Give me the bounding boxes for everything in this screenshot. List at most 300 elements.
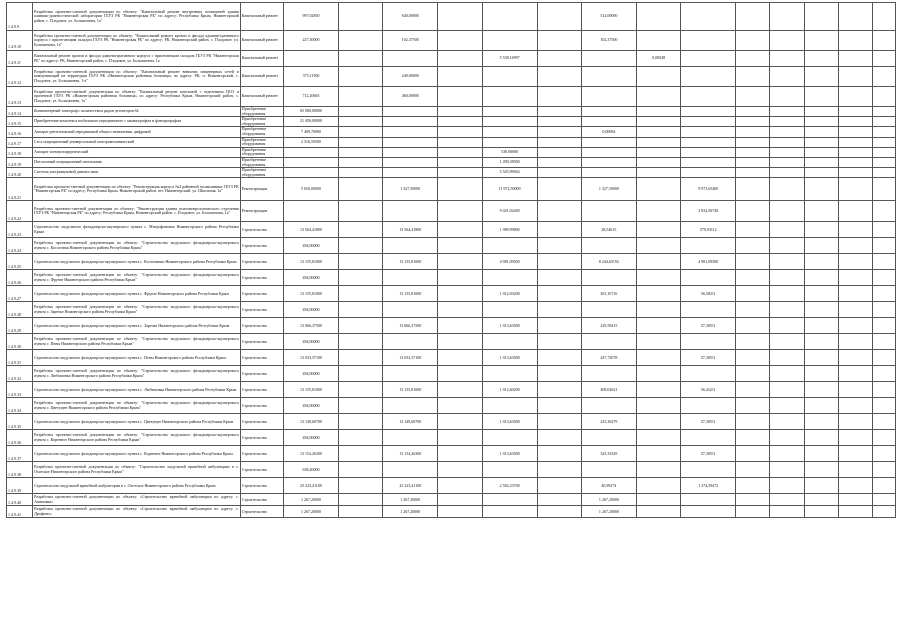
table-row <box>7 334 896 350</box>
table-row <box>7 107 896 117</box>
row-value-cell <box>581 67 636 87</box>
row-value-cell <box>804 478 838 494</box>
row-value-cell: 494,00000 <box>283 302 338 318</box>
row-value-cell <box>804 87 838 107</box>
row-type-cell: Капитальный ремонт <box>240 87 283 107</box>
row-value-cell <box>637 318 681 334</box>
row-value-cell: 57,30511 <box>681 318 736 334</box>
row-value-cell <box>804 430 838 446</box>
row-value-cell <box>383 127 438 137</box>
row-code-cell: 1.4.9.9 <box>7 3 33 31</box>
row-value-cell <box>804 51 838 67</box>
row-description-cell: Разработка проектно-сметной документации по объекту: "Капитальный ремонт котельной с отделением ЦСО и прачечной ГБУЗ РК «Нижнегорская районная больница» по адресу: Республика Крым, Нижнегорский район, с. Плодовое, ул. Большичева, 1а" <box>33 87 241 107</box>
row-value-cell <box>339 117 383 127</box>
row-empty-cell <box>872 127 895 137</box>
row-description-cell: Разработка проектно-сметной документации по объекту: "Строительство модульного фельдшерско-акушерского пункта с. Цветущее Нижнегорского района Республики Крым" <box>33 398 241 414</box>
row-description-cell: Строительство модульного фельдшерско-акушерского пункта с. Любимовка Нижнегорского района Республики Крым <box>33 382 241 398</box>
row-value-cell <box>804 446 838 462</box>
row-value-cell <box>736 462 770 478</box>
row-description-cell: Строительство модульного фельдшерско-акушерского пункта с. Коренное Нижнегорского района Республики Крым <box>33 446 241 462</box>
row-value-cell: 13 564,41800 <box>283 222 338 238</box>
table-row <box>7 494 896 506</box>
row-value-cell <box>438 137 482 147</box>
row-value-cell <box>537 222 581 238</box>
row-type-cell: Капитальный ремонт <box>240 3 283 31</box>
row-value-cell <box>339 494 383 506</box>
row-value-cell <box>283 201 338 222</box>
row-value-cell: 5 650,00000 <box>283 178 338 201</box>
row-value-cell: 56,58211 <box>681 286 736 302</box>
row-value-cell: 9 441,02400 <box>482 201 537 222</box>
row-type-cell: Строительство <box>240 302 283 318</box>
row-value-cell: 1 267,20000 <box>283 494 338 506</box>
row-value-cell <box>383 238 438 254</box>
row-value-cell: 1 013,63500 <box>482 446 537 462</box>
row-value-cell <box>770 147 804 157</box>
row-value-cell <box>770 414 804 430</box>
row-type-cell: Приобретение оборудования <box>240 157 283 167</box>
row-value-cell <box>736 334 770 350</box>
row-value-cell <box>637 117 681 127</box>
row-value-cell <box>770 318 804 334</box>
row-value-cell <box>383 366 438 382</box>
row-value-cell <box>339 382 383 398</box>
row-code-cell: 1.4.9.23 <box>7 222 33 238</box>
row-type-cell: Капитальный ремонт <box>240 31 283 51</box>
row-value-cell <box>736 201 770 222</box>
row-value-cell: 494,00000 <box>283 366 338 382</box>
row-value-cell <box>770 302 804 318</box>
row-type-cell: Приобретение оборудования <box>240 147 283 157</box>
row-value-cell <box>736 87 770 107</box>
row-code-cell: 1.4.9.15 <box>7 117 33 127</box>
row-value-cell <box>637 178 681 201</box>
row-value-cell: 13 033,37100 <box>283 350 338 366</box>
row-value-cell <box>339 178 383 201</box>
row-value-cell: 1 012,03200 <box>482 286 537 302</box>
row-empty-cell <box>872 302 895 318</box>
row-value-cell <box>438 286 482 302</box>
row-value-cell: 1 327,50000 <box>383 178 438 201</box>
row-value-cell <box>339 168 383 178</box>
row-value-cell <box>339 506 383 518</box>
row-value-cell <box>438 302 482 318</box>
table-row <box>7 270 896 286</box>
row-description-cell: Разработка проектно-сметной документации по объекту: "Строительство модульного фельдшерско-акушерского пункта с. Кослочная Нижнегорского района Республики Крым" <box>33 238 241 254</box>
row-description-cell: Строительство модульного фельдшерско-акушерского пункта с. Митрофановка Нижнегорского района Республики Крым <box>33 222 241 238</box>
row-value-cell: 57,30511 <box>681 350 736 366</box>
row-value-cell: 494,00000 <box>283 430 338 446</box>
row-value-cell <box>681 506 736 518</box>
row-value-cell <box>838 430 872 446</box>
row-value-cell <box>838 127 872 137</box>
row-value-cell <box>804 414 838 430</box>
row-value-cell <box>838 107 872 117</box>
row-value-cell <box>581 430 636 446</box>
row-value-cell <box>339 366 383 382</box>
row-value-cell <box>770 506 804 518</box>
table-row <box>7 286 896 302</box>
row-code-cell: 1.4.9.30 <box>7 334 33 350</box>
row-value-cell <box>537 3 581 31</box>
row-value-cell: 5 538,16997 <box>482 51 537 67</box>
row-value-cell <box>637 506 681 518</box>
row-value-cell <box>438 168 482 178</box>
row-description-cell: Разработка проектно-сметной документации по объекту: "Строительство модульного фельдшерско-акушерского пункта с. Любимовка Нижнегорского района Республики Крым" <box>33 366 241 382</box>
row-value-cell: 1 012,60200 <box>482 382 537 398</box>
row-value-cell <box>804 462 838 478</box>
row-empty-cell <box>872 462 895 478</box>
row-value-cell <box>804 398 838 414</box>
row-value-cell <box>637 382 681 398</box>
row-value-cell <box>770 222 804 238</box>
row-value-cell <box>637 67 681 87</box>
row-value-cell <box>838 494 872 506</box>
row-description-cell: Строительство модульного фельдшерско-акушерского пункта с. Заречье Нижнегорского района Республики Крым <box>33 318 241 334</box>
table-row <box>7 302 896 318</box>
row-value-cell <box>838 270 872 286</box>
row-value-cell: 25 223,41100 <box>383 478 438 494</box>
row-value-cell <box>438 127 482 137</box>
row-value-cell: 9 973,65400 <box>681 178 736 201</box>
table-row <box>7 127 896 137</box>
row-value-cell <box>804 127 838 137</box>
row-value-cell <box>438 222 482 238</box>
row-value-cell <box>438 117 482 127</box>
row-value-cell <box>681 107 736 117</box>
row-code-cell: 1.4.9.12 <box>7 67 33 87</box>
row-value-cell: 13 149,60700 <box>283 414 338 430</box>
row-value-cell <box>438 446 482 462</box>
row-type-cell: Строительство <box>240 382 283 398</box>
row-value-cell <box>637 478 681 494</box>
row-empty-cell <box>872 157 895 167</box>
row-value-cell: 2 316,59300 <box>283 137 338 147</box>
row-type-cell: Строительство <box>240 494 283 506</box>
row-value-cell <box>537 382 581 398</box>
row-value-cell <box>438 398 482 414</box>
row-code-cell: 1.4.9.14 <box>7 107 33 117</box>
row-value-cell: 494,00000 <box>283 334 338 350</box>
row-type-cell: Строительство <box>240 334 283 350</box>
row-value-cell <box>581 238 636 254</box>
row-value-cell <box>681 168 736 178</box>
row-code-cell: 1.4.9.20 <box>7 168 33 178</box>
row-value-cell <box>736 168 770 178</box>
row-value-cell: 56,43211 <box>681 382 736 398</box>
row-code-cell: 1.4.9.41 <box>7 506 33 518</box>
row-value-cell <box>736 31 770 51</box>
row-value-cell <box>736 302 770 318</box>
row-value-cell <box>838 238 872 254</box>
row-value-cell <box>581 157 636 167</box>
table-row <box>7 318 896 334</box>
row-value-cell <box>681 31 736 51</box>
row-value-cell <box>804 201 838 222</box>
row-value-cell <box>537 127 581 137</box>
row-type-cell: Реконструкция <box>240 201 283 222</box>
row-value-cell <box>383 157 438 167</box>
row-value-cell: 4 981,09500 <box>681 254 736 270</box>
table-row <box>7 67 896 87</box>
row-value-cell <box>838 254 872 270</box>
row-empty-cell <box>872 117 895 127</box>
row-value-cell: 102,37500 <box>383 31 438 51</box>
row-value-cell <box>804 254 838 270</box>
row-description-cell: Потолочный операционный светильник <box>33 157 241 167</box>
row-value-cell <box>482 137 537 147</box>
row-value-cell <box>838 168 872 178</box>
budget-table-sheet <box>6 2 896 518</box>
row-description-cell: Строительство модульного фельдшерско-акушерского пункта с. Цветущее Нижнегорского района Республики Крым <box>33 414 241 430</box>
row-value-cell <box>438 178 482 201</box>
row-code-cell: 1.4.9.31 <box>7 350 33 366</box>
row-value-cell <box>482 494 537 506</box>
row-value-cell <box>637 334 681 350</box>
table-row <box>7 398 896 414</box>
row-empty-cell <box>872 168 895 178</box>
row-value-cell <box>339 51 383 67</box>
row-value-cell <box>581 366 636 382</box>
row-code-cell: 1.4.9.13 <box>7 87 33 107</box>
row-value-cell <box>482 3 537 31</box>
row-value-cell: 13 154,26300 <box>383 446 438 462</box>
row-value-cell <box>838 478 872 494</box>
row-value-cell <box>581 137 636 147</box>
row-code-cell: 1.4.9.36 <box>7 430 33 446</box>
row-value-cell <box>804 302 838 318</box>
row-code-cell: 1.4.9.40 <box>7 494 33 506</box>
row-value-cell <box>537 67 581 87</box>
row-value-cell <box>804 366 838 382</box>
table-row <box>7 178 896 201</box>
row-code-cell: 1.4.9.10 <box>7 31 33 51</box>
row-empty-cell <box>872 147 895 157</box>
row-type-cell: Строительство <box>240 286 283 302</box>
row-value-cell <box>438 366 482 382</box>
row-value-cell <box>283 168 338 178</box>
row-value-cell <box>482 87 537 107</box>
row-value-cell: 325,33329 <box>581 446 636 462</box>
row-value-cell <box>804 67 838 87</box>
row-value-cell <box>537 286 581 302</box>
row-description-cell: Приобретение комплекса мобильного передвижного с маммографом и флюорографом <box>33 117 241 127</box>
row-value-cell <box>681 494 736 506</box>
row-empty-cell <box>872 350 895 366</box>
row-value-cell: 1 490,38500 <box>482 157 537 167</box>
row-value-cell <box>339 318 383 334</box>
row-value-cell <box>637 3 681 31</box>
row-value-cell <box>339 398 383 414</box>
row-value-cell <box>681 302 736 318</box>
row-value-cell: 57,30511 <box>681 414 736 430</box>
row-empty-cell <box>872 334 895 350</box>
table-row <box>7 31 896 51</box>
row-value-cell: 21 450,00000 <box>283 117 338 127</box>
row-empty-cell <box>872 494 895 506</box>
table-body <box>7 3 896 518</box>
row-empty-cell <box>872 270 895 286</box>
row-value-cell <box>681 157 736 167</box>
row-value-cell: 13 154,26300 <box>283 446 338 462</box>
row-type-cell: Капитальный ремонт <box>240 67 283 87</box>
row-value-cell <box>637 87 681 107</box>
row-value-cell <box>637 270 681 286</box>
row-value-cell: 13 155,81000 <box>283 254 338 270</box>
row-value-cell <box>537 201 581 222</box>
row-value-cell <box>736 3 770 31</box>
row-value-cell <box>637 302 681 318</box>
row-value-cell <box>736 494 770 506</box>
row-value-cell <box>537 51 581 67</box>
row-value-cell: 13 155,81000 <box>383 254 438 270</box>
row-value-cell: 512,00000 <box>581 3 636 31</box>
row-value-cell <box>838 318 872 334</box>
row-value-cell <box>838 366 872 382</box>
row-value-cell <box>838 462 872 478</box>
row-value-cell <box>581 270 636 286</box>
row-value-cell <box>637 222 681 238</box>
row-value-cell <box>838 157 872 167</box>
row-value-cell <box>339 286 383 302</box>
row-value-cell <box>438 147 482 157</box>
row-value-cell <box>537 430 581 446</box>
row-description-cell: Аппарат рентгеновский передвижной общего назначения, цифровой <box>33 127 241 137</box>
row-empty-cell <box>872 382 895 398</box>
row-value-cell <box>537 462 581 478</box>
row-value-cell <box>770 366 804 382</box>
row-value-cell <box>736 382 770 398</box>
row-value-cell <box>438 334 482 350</box>
row-value-cell <box>736 157 770 167</box>
row-value-cell <box>838 31 872 51</box>
row-type-cell: Приобретение оборудования <box>240 117 283 127</box>
row-value-cell <box>581 87 636 107</box>
row-value-cell: 28,54615 <box>581 222 636 238</box>
row-value-cell <box>339 478 383 494</box>
row-value-cell: 301,10716 <box>581 286 636 302</box>
row-type-cell: Строительство <box>240 254 283 270</box>
row-value-cell <box>736 127 770 137</box>
row-value-cell <box>581 117 636 127</box>
row-value-cell <box>383 137 438 147</box>
row-value-cell <box>736 286 770 302</box>
row-description-cell: Строительство модульной врачебной амбулатории в с. Охотское Нижнегорского района Республики Крым <box>33 478 241 494</box>
row-value-cell <box>804 147 838 157</box>
row-value-cell <box>770 238 804 254</box>
row-value-cell <box>838 398 872 414</box>
row-description-cell: Разработка проектно-сметной документации по объекту: "Капитальный ремонт внешних инженерных сетей и коммуникаций на территории ГБУЗ РК «Нижнегорская районная больница» по адресу: РК, п. Нижнегорский, с. Плодовое, ул. Большичева, 1-а" <box>33 67 241 87</box>
row-value-cell <box>637 238 681 254</box>
row-value-cell <box>339 3 383 31</box>
table-row <box>7 414 896 430</box>
row-empty-cell <box>872 254 895 270</box>
row-value-cell <box>838 382 872 398</box>
row-value-cell <box>838 87 872 107</box>
row-type-cell: Приобретение оборудования <box>240 127 283 137</box>
row-value-cell <box>383 107 438 117</box>
row-value-cell <box>537 107 581 117</box>
row-value-cell <box>339 137 383 147</box>
row-value-cell <box>804 286 838 302</box>
row-value-cell <box>339 446 383 462</box>
table-row <box>7 117 896 127</box>
row-value-cell <box>770 398 804 414</box>
row-type-cell: Строительство <box>240 506 283 518</box>
row-value-cell <box>438 238 482 254</box>
row-value-cell <box>838 67 872 87</box>
row-value-cell <box>537 302 581 318</box>
row-value-cell <box>681 398 736 414</box>
row-value-cell <box>637 350 681 366</box>
row-value-cell <box>804 350 838 366</box>
row-type-cell: Строительство <box>240 222 283 238</box>
row-value-cell <box>339 238 383 254</box>
row-value-cell <box>736 254 770 270</box>
row-value-cell <box>804 117 838 127</box>
row-value-cell <box>339 31 383 51</box>
row-value-cell <box>438 478 482 494</box>
row-value-cell <box>438 51 482 67</box>
row-value-cell <box>736 178 770 201</box>
row-value-cell <box>838 414 872 430</box>
row-code-cell: 1.4.9.24 <box>7 238 33 254</box>
row-value-cell <box>838 446 872 462</box>
row-type-cell: Строительство <box>240 238 283 254</box>
row-value-cell: 1 013,63500 <box>482 318 537 334</box>
row-value-cell: 13 564,41800 <box>383 222 438 238</box>
row-type-cell: Строительство <box>240 366 283 382</box>
budget-table <box>6 2 896 518</box>
row-value-cell <box>736 147 770 157</box>
row-value-cell: 1 274,59472 <box>681 478 736 494</box>
row-value-cell <box>838 117 872 127</box>
row-value-cell <box>637 254 681 270</box>
row-value-cell <box>736 222 770 238</box>
row-value-cell <box>804 506 838 518</box>
row-value-cell: 494,00000 <box>283 270 338 286</box>
row-empty-cell <box>872 506 895 518</box>
row-value-cell <box>482 31 537 51</box>
row-value-cell: 0,00084 <box>581 127 636 137</box>
row-value-cell <box>438 31 482 51</box>
row-value-cell <box>537 334 581 350</box>
row-value-cell: 494,00000 <box>283 238 338 254</box>
row-value-cell: 1 013,63500 <box>482 350 537 366</box>
row-value-cell: 1 327,50000 <box>581 178 636 201</box>
row-value-cell <box>339 462 383 478</box>
table-row <box>7 430 896 446</box>
row-value-cell <box>681 430 736 446</box>
row-value-cell <box>736 414 770 430</box>
row-value-cell <box>681 67 736 87</box>
row-value-cell: 460,00000 <box>383 87 438 107</box>
row-value-cell <box>283 51 338 67</box>
row-value-cell: 227,30000 <box>283 31 338 51</box>
row-value-cell <box>736 478 770 494</box>
row-description-cell: Аппарат электрохирургический <box>33 147 241 157</box>
row-value-cell <box>537 318 581 334</box>
row-value-cell <box>637 147 681 157</box>
table-row <box>7 462 896 478</box>
row-value-cell <box>482 270 537 286</box>
row-description-cell: Разработка проектно-сметной документации по объекту: "Строительство модульного фельдшерско-акушерского пункта с. Фрунзе Нижнегорского района Республики Крым" <box>33 270 241 286</box>
row-description-cell: Разработка проектно-сметной документации по объекту: "Строительство модульной врачебной амбулатории в с. Охотское Нижнегорского района Республики Крым" <box>33 462 241 478</box>
row-value-cell <box>804 168 838 178</box>
row-type-cell: Строительство <box>240 414 283 430</box>
row-empty-cell <box>872 137 895 147</box>
row-value-cell: 638,40000 <box>283 462 338 478</box>
